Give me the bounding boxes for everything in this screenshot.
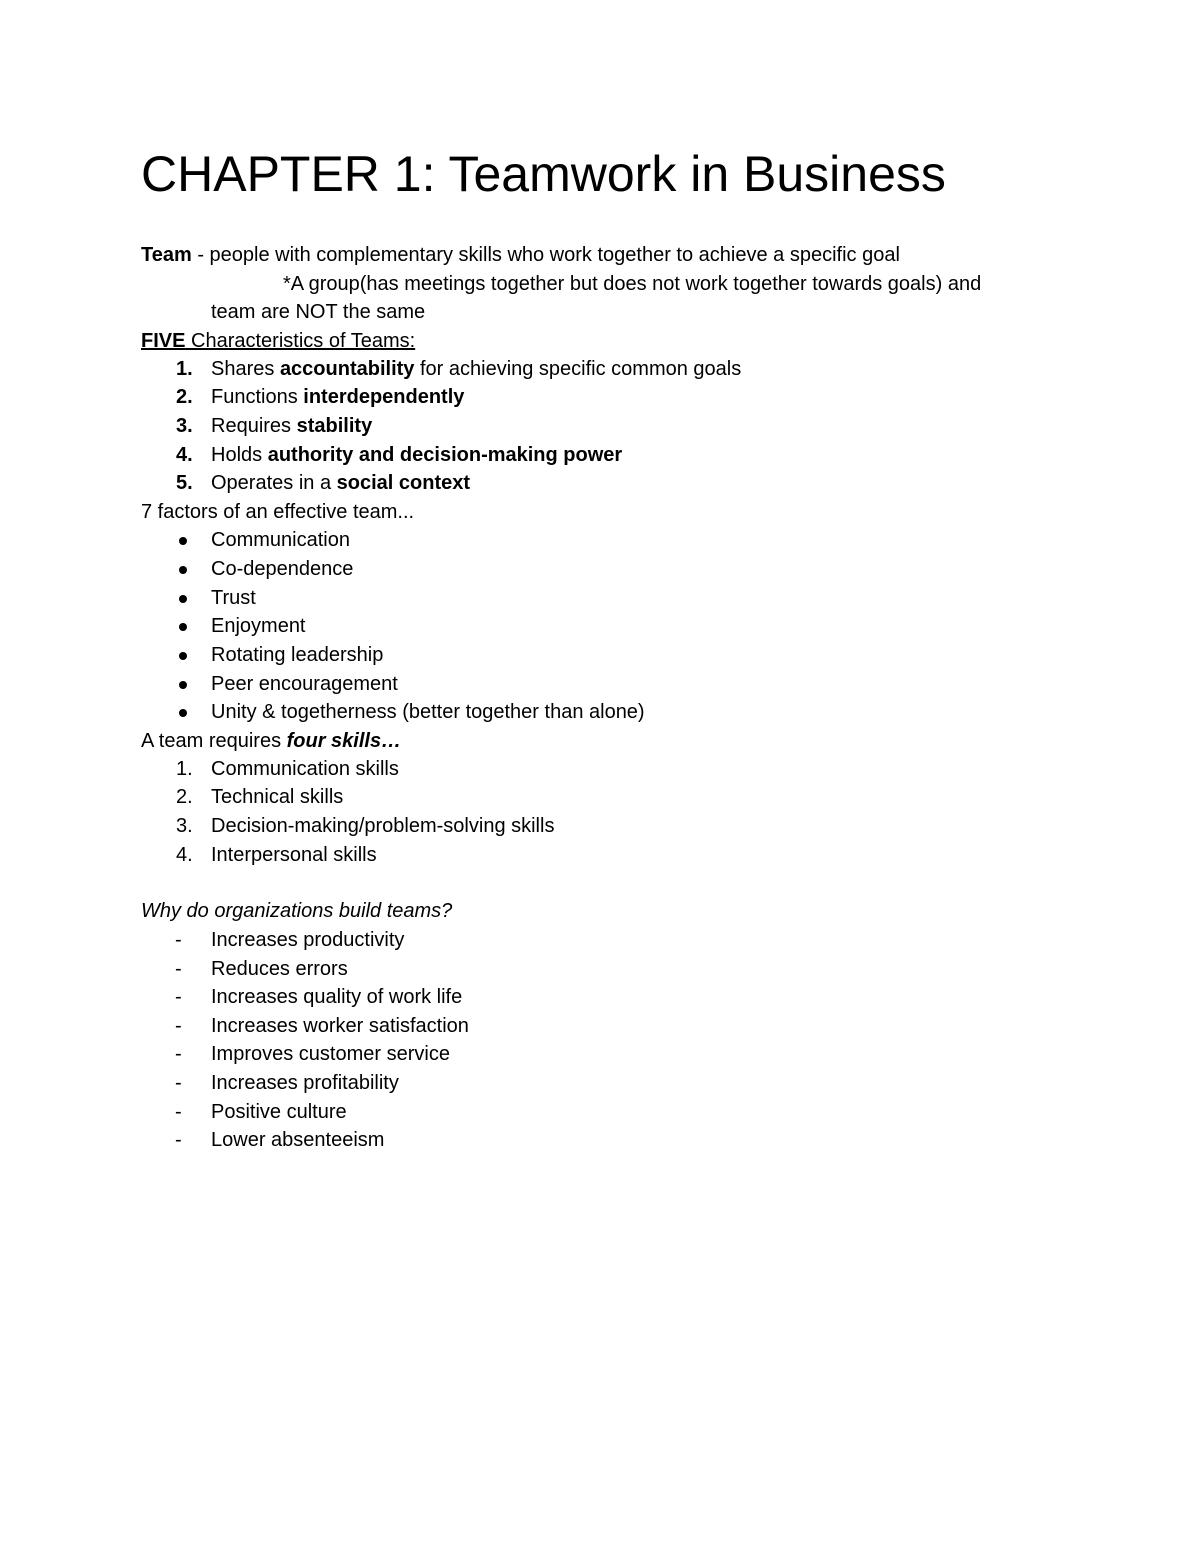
list-number: 1. bbox=[176, 358, 193, 380]
group-note-line-2: team are NOT the same bbox=[211, 301, 426, 323]
dash-marker: - bbox=[175, 986, 182, 1008]
bullet-icon bbox=[179, 709, 187, 717]
group-note-line-1: *A group(has meetings together but does not work together towards goals) and bbox=[283, 273, 982, 295]
list-number: 2. bbox=[176, 786, 193, 808]
team-term: Team bbox=[141, 244, 192, 266]
dash-marker: - bbox=[175, 1101, 182, 1123]
bullet-icon bbox=[179, 623, 187, 631]
skills-heading: A team requires four skills… bbox=[141, 730, 402, 752]
list-number: 2. bbox=[176, 386, 193, 408]
document-page: CHAPTER 1: Teamwork in Business Team - people with complementary skills who work together to achieve a specific goal *A group(has meetings together but does not work together towards goals) and team are NOT the same FIVE Characteristics of Teams: 1. Shares accountability for achieving specific common goals 2. Functions interdependently 3. Requires stability 4. Holds authority and decision-making power 5. Operates in a social context 7 factors of an effective team... Communication Co-dependence Trust Enjoyment Rotating leadership Peer encouragement Unity & togetherness (better together than alone) A team requires four skills… 1. Communication skills 2. Technical skills 3. Decision-making/problem-solving skills 4. Interpersonal skills Why do organizations build teams? - Increases productivity - Reduces errors - Increases quality of work life - Increases worker satisfaction - Improves customer service - Increases profitability - Positive culture - Lower absenteeism bbox=[141, 146, 982, 1151]
bullet-icon bbox=[179, 681, 187, 689]
dash-marker: - bbox=[175, 1129, 182, 1151]
bullet-icon bbox=[179, 566, 187, 574]
list-number: 4. bbox=[176, 844, 193, 866]
dash-marker: - bbox=[175, 1015, 182, 1037]
why-heading: Why do organizations build teams? bbox=[141, 900, 453, 922]
dash-marker: - bbox=[175, 929, 182, 951]
dash-marker: - bbox=[175, 958, 182, 980]
list-number: 5. bbox=[176, 472, 193, 494]
list-number: 3. bbox=[176, 815, 193, 837]
factors-heading: 7 factors of an effective team... bbox=[141, 501, 415, 523]
five-characteristics-heading bbox=[141, 329, 415, 353]
list-number: 4. bbox=[176, 444, 193, 466]
bullet-icon bbox=[179, 652, 187, 660]
five-heading-bold: FIVE Characteristics of Teams: bbox=[141, 330, 416, 352]
bullet-icon bbox=[179, 537, 187, 545]
bullet-icon bbox=[179, 595, 187, 603]
page-title: CHAPTER 1: Teamwork in Business bbox=[141, 146, 946, 202]
list-number: 3. bbox=[176, 415, 193, 437]
team-definition-text: - people with complementary skills who work together to achieve a specific goal bbox=[191, 244, 900, 266]
team-definition bbox=[141, 243, 900, 267]
dash-marker: - bbox=[175, 1043, 182, 1065]
dash-marker: - bbox=[175, 1072, 182, 1094]
list-number: 1. bbox=[176, 758, 193, 780]
